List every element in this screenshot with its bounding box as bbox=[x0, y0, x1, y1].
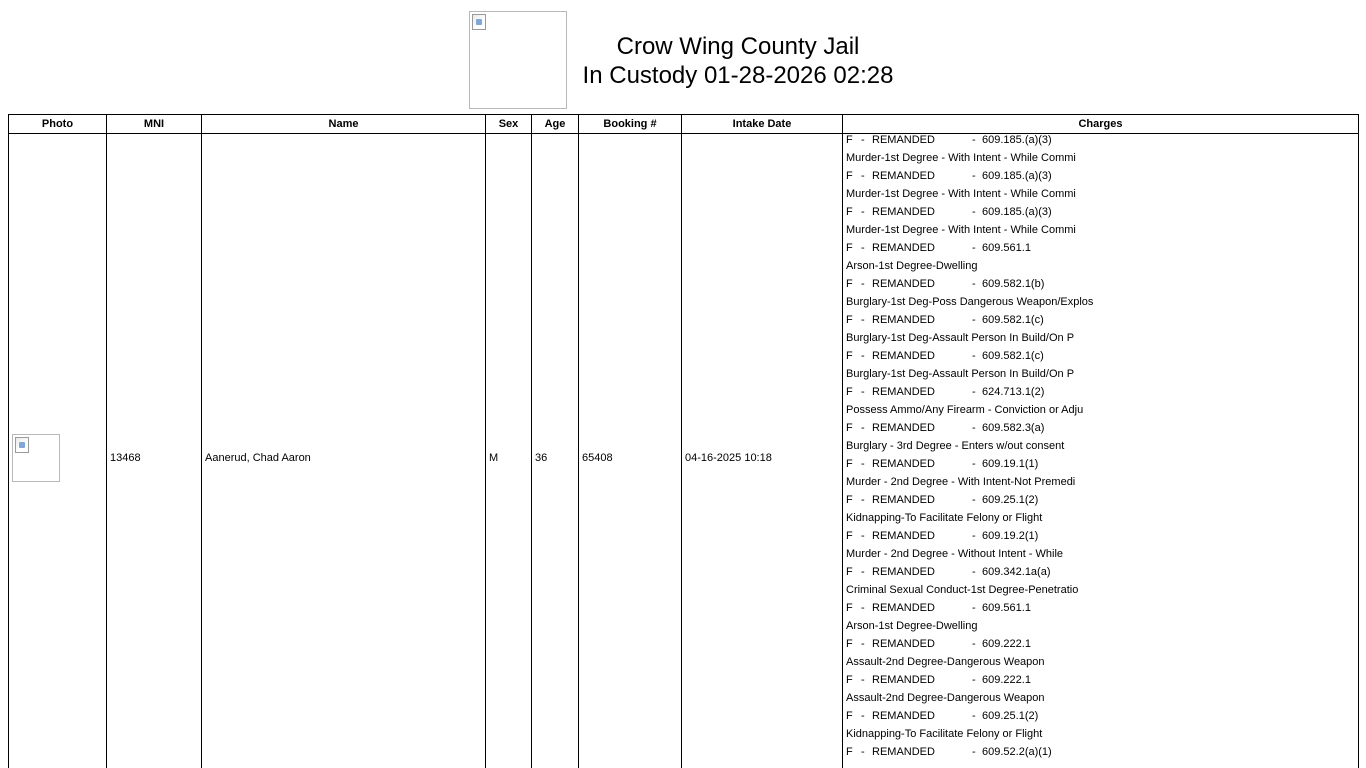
charge-statute: 609.222.1 bbox=[982, 638, 1031, 650]
charge-description: Murder-1st Degree - With Intent - While Commi bbox=[846, 152, 1076, 164]
charge-entry bbox=[846, 422, 1355, 458]
charge-separator: - bbox=[972, 638, 976, 650]
charge-statute: 609.25.1(2) bbox=[982, 710, 1039, 722]
column-header-name: Name bbox=[202, 115, 486, 134]
charge-status: REMANDED bbox=[872, 494, 935, 506]
mni-cell: 13468 bbox=[107, 134, 202, 768]
charge-level: F bbox=[846, 566, 853, 578]
charge-header-line bbox=[846, 134, 1355, 150]
charge-separator: - bbox=[972, 530, 976, 542]
charge-description: Arson-1st Degree-Dwelling bbox=[846, 620, 978, 632]
county-logo-image bbox=[469, 11, 567, 109]
charge-entry bbox=[846, 746, 1355, 768]
charge-status: REMANDED bbox=[872, 134, 935, 146]
charge-header-line bbox=[846, 638, 1355, 654]
charge-entry bbox=[846, 314, 1355, 350]
column-header-booking: Booking # bbox=[579, 115, 682, 134]
charge-statute: 609.19.2(1) bbox=[982, 530, 1039, 542]
charge-separator: - bbox=[861, 314, 865, 326]
charge-level: F bbox=[846, 674, 853, 686]
charge-description: Murder-1st Degree - With Intent - While Commi bbox=[846, 188, 1076, 200]
charge-header-line bbox=[846, 746, 1355, 762]
charge-separator: - bbox=[861, 638, 865, 650]
charge-separator: - bbox=[972, 314, 976, 326]
charge-description: Kidnapping-To Facilitate Felony or Flight bbox=[846, 512, 1043, 524]
column-header-mni: MNI bbox=[107, 115, 202, 134]
column-header-sex: Sex bbox=[486, 115, 532, 134]
charge-header-line bbox=[846, 602, 1355, 618]
charge-header-line bbox=[846, 458, 1355, 474]
charge-entry bbox=[846, 386, 1355, 422]
charge-description: Criminal Sexual Conduct-1st Degree-Penetratio bbox=[846, 584, 1079, 596]
column-header-age: Age bbox=[532, 115, 579, 134]
charge-separator: - bbox=[861, 386, 865, 398]
charge-level: F bbox=[846, 386, 853, 398]
charge-separator: - bbox=[861, 278, 865, 290]
charge-statute: 609.185.(a)(3) bbox=[982, 206, 1052, 218]
charge-entry bbox=[846, 278, 1355, 314]
page-title-block bbox=[573, 32, 903, 90]
charge-level: F bbox=[846, 134, 853, 146]
charge-statute: 609.185.(a)(3) bbox=[982, 134, 1052, 146]
charge-status: REMANDED bbox=[872, 674, 935, 686]
charge-description: Assault-2nd Degree-Dangerous Weapon bbox=[846, 656, 1045, 668]
charge-status: REMANDED bbox=[872, 566, 935, 578]
broken-image-icon bbox=[15, 437, 29, 453]
charge-separator: - bbox=[861, 746, 865, 758]
charge-header-line bbox=[846, 170, 1355, 186]
charge-header-line bbox=[846, 710, 1355, 726]
charge-separator: - bbox=[972, 494, 976, 506]
charge-entry bbox=[846, 638, 1355, 674]
charge-separator: - bbox=[861, 206, 865, 218]
charge-level: F bbox=[846, 350, 853, 362]
charge-status: REMANDED bbox=[872, 422, 935, 434]
charge-statute: 609.222.1 bbox=[982, 674, 1031, 686]
page-subtitle: In Custody 01-28-2026 02:28 bbox=[582, 62, 894, 89]
charge-level: F bbox=[846, 170, 853, 182]
charge-entry bbox=[846, 494, 1355, 530]
charge-status: REMANDED bbox=[872, 602, 935, 614]
charge-statute: 609.185.(a)(3) bbox=[982, 170, 1052, 182]
charge-description: Possess Ammo/Any Firearm - Conviction or Adju bbox=[846, 404, 1084, 416]
charge-separator: - bbox=[861, 530, 865, 542]
charge-separator: - bbox=[972, 206, 976, 218]
charge-level: F bbox=[846, 422, 853, 434]
charge-statute: 609.25.1(2) bbox=[982, 494, 1039, 506]
charge-separator: - bbox=[972, 746, 976, 758]
inmate-photo bbox=[12, 434, 60, 482]
charge-level: F bbox=[846, 494, 853, 506]
photo-cell bbox=[9, 134, 107, 768]
charge-header-line bbox=[846, 494, 1355, 510]
charge-entry bbox=[846, 458, 1355, 494]
charge-status: REMANDED bbox=[872, 386, 935, 398]
intake-date-cell: 04-16-2025 10:18 bbox=[682, 134, 843, 768]
charge-status: REMANDED bbox=[872, 242, 935, 254]
charge-entry bbox=[846, 206, 1355, 242]
charge-entry bbox=[846, 242, 1355, 278]
charge-header-line bbox=[846, 350, 1355, 366]
charge-header-line bbox=[846, 422, 1355, 438]
column-header-intake-date: Intake Date bbox=[682, 115, 843, 134]
charge-entry bbox=[846, 602, 1355, 638]
charge-statute: 609.582.1(c) bbox=[982, 350, 1044, 362]
charge-status: REMANDED bbox=[872, 458, 935, 470]
charge-separator: - bbox=[972, 242, 976, 254]
charge-level: F bbox=[846, 278, 853, 290]
charge-status: REMANDED bbox=[872, 314, 935, 326]
charge-level: F bbox=[846, 710, 853, 722]
charge-header-line bbox=[846, 278, 1355, 294]
charge-status: REMANDED bbox=[872, 350, 935, 362]
charge-header-line bbox=[846, 206, 1355, 222]
charge-entry bbox=[846, 350, 1355, 386]
charge-description: Burglary - 3rd Degree - Enters w/out consent bbox=[846, 440, 1065, 452]
charge-separator: - bbox=[972, 134, 976, 146]
column-header-charges: Charges bbox=[843, 115, 1359, 134]
charge-statute: 609.52.2(a)(1) bbox=[982, 746, 1052, 758]
charge-description: Assault-2nd Degree-Dangerous Weapon bbox=[846, 692, 1045, 704]
charge-separator: - bbox=[972, 350, 976, 362]
sex-cell: M bbox=[486, 134, 532, 768]
charge-level: F bbox=[846, 746, 853, 758]
charge-separator: - bbox=[972, 710, 976, 722]
charge-statute: 609.582.1(c) bbox=[982, 314, 1044, 326]
charge-separator: - bbox=[861, 350, 865, 362]
age-cell: 36 bbox=[532, 134, 579, 768]
charge-status: REMANDED bbox=[872, 710, 935, 722]
charge-description: Burglary-1st Deg-Assault Person In Build/On P bbox=[846, 368, 1075, 380]
charge-entry bbox=[846, 170, 1355, 206]
table-header-row bbox=[9, 115, 1359, 134]
charge-statute: 609.582.1(b) bbox=[982, 278, 1045, 290]
charge-level: F bbox=[846, 602, 853, 614]
charge-level: F bbox=[846, 206, 853, 218]
charge-header-line bbox=[846, 674, 1355, 690]
charge-description: Murder - 2nd Degree - Without Intent - While bbox=[846, 548, 1064, 560]
charge-separator: - bbox=[972, 386, 976, 398]
charge-header-line bbox=[846, 314, 1355, 330]
charge-description bbox=[846, 762, 1355, 768]
page-title: Crow Wing County Jail bbox=[616, 33, 860, 60]
charge-statute: 609.19.1(1) bbox=[982, 458, 1039, 470]
charge-level: F bbox=[846, 638, 853, 650]
charge-level: F bbox=[846, 242, 853, 254]
charge-separator: - bbox=[861, 674, 865, 686]
charge-description: Murder - 2nd Degree - With Intent-Not Premedi bbox=[846, 476, 1076, 488]
charge-level: F bbox=[846, 314, 853, 326]
charge-status: REMANDED bbox=[872, 206, 935, 218]
charge-entry bbox=[846, 566, 1355, 602]
charges-list bbox=[846, 134, 1355, 768]
charge-level: F bbox=[846, 530, 853, 542]
charge-separator: - bbox=[861, 170, 865, 182]
charge-level: F bbox=[846, 458, 853, 470]
charge-header-line bbox=[846, 566, 1355, 582]
charge-statute: 609.582.3(a) bbox=[982, 422, 1045, 434]
charge-entry bbox=[846, 134, 1355, 170]
custody-table bbox=[8, 114, 1359, 768]
charge-description: Murder-1st Degree - With Intent - While Commi bbox=[846, 224, 1076, 236]
charge-statute: 609.342.1a(a) bbox=[982, 566, 1051, 578]
charge-separator: - bbox=[861, 134, 865, 146]
charge-separator: - bbox=[972, 458, 976, 470]
charge-description: Burglary-1st Deg-Assault Person In Build/On P bbox=[846, 332, 1075, 344]
charge-description: Arson-1st Degree-Dwelling bbox=[846, 260, 978, 272]
charge-entry bbox=[846, 674, 1355, 710]
broken-image-icon bbox=[472, 14, 486, 30]
column-header-photo: Photo bbox=[9, 115, 107, 134]
charge-separator: - bbox=[972, 602, 976, 614]
charge-statute: 624.713.1(2) bbox=[982, 386, 1045, 398]
charge-status: REMANDED bbox=[872, 170, 935, 182]
charge-statute: 609.561.1 bbox=[982, 602, 1031, 614]
charge-status: REMANDED bbox=[872, 530, 935, 542]
charge-separator: - bbox=[861, 602, 865, 614]
charges-cell bbox=[843, 134, 1359, 768]
charge-separator: - bbox=[861, 494, 865, 506]
charge-status: REMANDED bbox=[872, 278, 935, 290]
charge-entry bbox=[846, 530, 1355, 566]
charge-separator: - bbox=[861, 458, 865, 470]
name-cell: Aanerud, Chad Aaron bbox=[202, 134, 486, 768]
charge-header-line bbox=[846, 242, 1355, 258]
charge-header-line bbox=[846, 530, 1355, 546]
charge-description: Kidnapping-To Facilitate Felony or Flight bbox=[846, 728, 1043, 740]
charge-status: REMANDED bbox=[872, 746, 935, 758]
charge-separator: - bbox=[861, 566, 865, 578]
charge-separator: - bbox=[861, 242, 865, 254]
charge-separator: - bbox=[861, 710, 865, 722]
charge-separator: - bbox=[972, 566, 976, 578]
booking-cell: 65408 bbox=[579, 134, 682, 768]
charge-separator: - bbox=[861, 422, 865, 434]
charge-separator: - bbox=[972, 170, 976, 182]
charge-description: Burglary-1st Deg-Poss Dangerous Weapon/Explos bbox=[846, 296, 1094, 308]
charge-separator: - bbox=[972, 278, 976, 290]
charge-entry bbox=[846, 710, 1355, 746]
charge-separator: - bbox=[972, 674, 976, 686]
charge-separator: - bbox=[972, 422, 976, 434]
table-row bbox=[9, 134, 1359, 768]
charge-statute: 609.561.1 bbox=[982, 242, 1031, 254]
charge-header-line bbox=[846, 386, 1355, 402]
charge-status: REMANDED bbox=[872, 638, 935, 650]
